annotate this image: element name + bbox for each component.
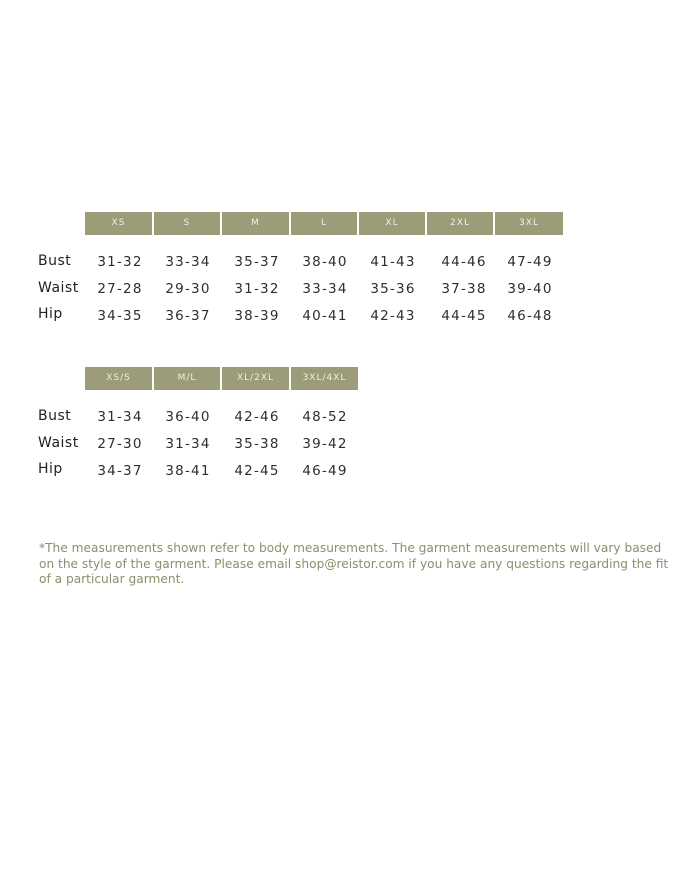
size-header-xs: XS bbox=[85, 212, 152, 235]
size-header-xs-s: XS/S bbox=[85, 367, 152, 390]
table-cell: 42-45 bbox=[234, 463, 280, 479]
size-header-3xl-4xl: 3XL/4XL bbox=[291, 367, 358, 390]
table-cell: 46-48 bbox=[507, 308, 553, 324]
size-header-3xl: 3XL bbox=[495, 212, 563, 235]
table-cell: 42-46 bbox=[234, 409, 280, 425]
row-label-hip: Hip bbox=[38, 306, 63, 322]
table-cell: 42-43 bbox=[370, 308, 416, 324]
table-cell: 37-38 bbox=[441, 281, 487, 297]
table-cell: 34-35 bbox=[97, 308, 143, 324]
table-cell: 39-42 bbox=[302, 436, 348, 452]
table-cell: 36-37 bbox=[165, 308, 211, 324]
table-cell: 38-41 bbox=[165, 463, 211, 479]
size-header-s: S bbox=[154, 212, 220, 235]
table-cell: 46-49 bbox=[302, 463, 348, 479]
table-cell: 27-28 bbox=[97, 281, 143, 297]
size-header-m-l: M/L bbox=[154, 367, 220, 390]
size-header-m: M bbox=[222, 212, 289, 235]
table-cell: 38-40 bbox=[302, 254, 348, 270]
size-header-2xl: 2XL bbox=[427, 212, 493, 235]
row-label-hip: Hip bbox=[38, 461, 63, 477]
table-cell: 33-34 bbox=[165, 254, 211, 270]
table-cell: 34-37 bbox=[97, 463, 143, 479]
table-cell: 44-46 bbox=[441, 254, 487, 270]
table-cell: 36-40 bbox=[165, 409, 211, 425]
row-label-waist: Waist bbox=[38, 280, 79, 296]
table-cell: 27-30 bbox=[97, 436, 143, 452]
size-header-l: L bbox=[291, 212, 357, 235]
measurement-footnote: *The measurements shown refer to body measurements. The garment measurements will vary based on the style of the garment. Please email shop@reistor.com if you have any questions regarding the fit of a particular garment. bbox=[39, 541, 669, 586]
table-cell: 31-32 bbox=[97, 254, 143, 270]
size-header-xl-2xl: XL/2XL bbox=[222, 367, 289, 390]
table-cell: 35-37 bbox=[234, 254, 280, 270]
row-label-bust: Bust bbox=[38, 253, 72, 269]
table-cell: 39-40 bbox=[507, 281, 553, 297]
table-cell: 44-45 bbox=[441, 308, 487, 324]
table-cell: 29-30 bbox=[165, 281, 211, 297]
table-cell: 35-38 bbox=[234, 436, 280, 452]
table-cell: 31-34 bbox=[97, 409, 143, 425]
table-cell: 40-41 bbox=[302, 308, 348, 324]
row-label-waist: Waist bbox=[38, 435, 79, 451]
table-cell: 41-43 bbox=[370, 254, 416, 270]
table-cell: 31-34 bbox=[165, 436, 211, 452]
table-cell: 31-32 bbox=[234, 281, 280, 297]
table-cell: 48-52 bbox=[302, 409, 348, 425]
table-cell: 35-36 bbox=[370, 281, 416, 297]
table-cell: 38-39 bbox=[234, 308, 280, 324]
table-cell: 47-49 bbox=[507, 254, 553, 270]
table-cell: 33-34 bbox=[302, 281, 348, 297]
size-header-xl: XL bbox=[359, 212, 425, 235]
row-label-bust: Bust bbox=[38, 408, 72, 424]
